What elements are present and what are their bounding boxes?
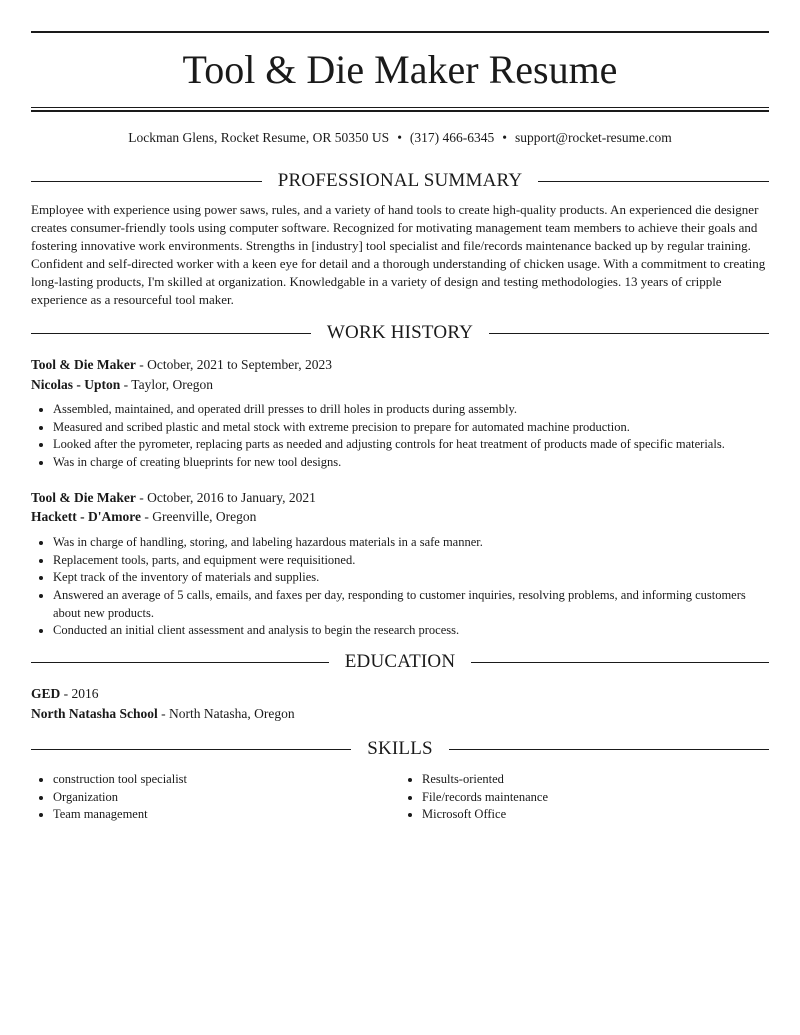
skills-column-left — [31, 771, 400, 824]
skill-item: • File/records maintenance — [422, 789, 769, 807]
divider — [31, 662, 329, 663]
contact-phone: (317) 466-6345 — [409, 130, 495, 145]
education-year: - 2016 — [60, 686, 99, 702]
list-item: • Was in charge of handling, storing, and labeling hazardous materials in a safe manner. — [53, 534, 769, 552]
job-company: Nicolas - Upton — [31, 376, 121, 392]
divider — [31, 749, 351, 750]
job-title: Tool & Die Maker — [31, 489, 136, 505]
divider — [449, 749, 769, 750]
section-title: SKILLS — [367, 738, 433, 760]
divider — [489, 333, 769, 334]
top-rule — [31, 31, 769, 33]
section-title: EDUCATION — [344, 651, 456, 673]
list-item: • Replacement tools, parts, and equipment were requisitioned. — [53, 552, 769, 570]
skill-item: • Microsoft Office — [422, 806, 769, 824]
separator: • — [397, 130, 402, 145]
school-name: North Natasha School — [31, 705, 158, 721]
education-entry — [31, 684, 769, 723]
skills-list — [31, 771, 769, 824]
contact-address: Lockman Glens, Rocket Resume, OR 50350 US — [128, 130, 390, 145]
title-double-rule — [31, 107, 769, 112]
job-company: Hackett - D'Amore — [31, 509, 141, 525]
list-item: • Was in charge of creating blueprints for new tool designs. — [53, 454, 769, 472]
job-entry — [31, 355, 769, 472]
school-location: - North Natasha, Oregon — [157, 705, 295, 721]
separator: • — [502, 130, 508, 145]
list-item: • Looked after the pyrometer, replacing parts as needed and adjusting controls for heat treatment of products made of specific materials. — [53, 436, 769, 454]
list-item: • Measured and scribed plastic and metal stock with extreme precision to prepare for automated machine production. — [53, 419, 769, 437]
divider — [538, 181, 769, 182]
list-item: • Kept track of the inventory of materials and supplies. — [53, 569, 769, 587]
resume-title: Tool & Die Maker Resume — [182, 47, 618, 92]
job-bullets — [31, 401, 769, 472]
list-item: • Answered an average of 5 calls, emails, and faxes per day, responding to customer inquiries, resolving problems, and informing customers about new products. — [53, 587, 769, 622]
degree: GED — [31, 686, 61, 702]
job-bullets — [31, 534, 769, 640]
list-item: • Assembled, maintained, and operated drill presses to drill holes in products during assembly. — [53, 401, 769, 419]
job-location: - Greenville, Oregon — [140, 509, 257, 525]
list-item: • Conducted an initial client assessment and analysis to begin the research process. — [53, 622, 769, 640]
contact-line — [31, 129, 769, 147]
job-entry — [31, 488, 769, 640]
divider — [471, 662, 769, 663]
job-dates: - October, 2016 to January, 2021 — [135, 489, 316, 505]
divider — [31, 181, 262, 182]
skill-item: • Organization — [53, 789, 400, 807]
job-dates: - October, 2021 to September, 2023 — [135, 357, 333, 372]
section-header-education — [31, 650, 769, 674]
skill-item: • construction tool specialist — [53, 771, 400, 789]
section-title: PROFESSIONAL SUMMARY — [277, 170, 523, 191]
job-location: - Taylor, Oregon — [120, 376, 214, 392]
divider — [31, 333, 311, 334]
section-header-work — [31, 321, 769, 345]
section-header-summary — [31, 169, 769, 193]
skill-item: • Results-oriented — [422, 771, 769, 789]
summary-text: Employee with experience using power saws, rules, and a variety of hand tools to create high-quality products. An experienced die designer creates consumer-friendly tools using computer software. Recognized for motivating management team members to achieve their goals and fostering innovative work environments. Strengths in [industry] tool specialist and file/records maintenance backed up by regular training. Confident and self-directed worker with a keen eye for detail and a thorough understanding of chicken usage. With a commitment to creating long-lasting products, I'm skilled at organization. Knowledgable in a variety of design and testing methodologies. 13 years of cripple experience as a resourceful tool maker. — [31, 202, 766, 307]
job-title: Tool & Die Maker — [31, 357, 136, 372]
section-title: WORK HISTORY — [326, 322, 474, 343]
resume-page — [31, 31, 769, 824]
section-header-skills — [31, 737, 769, 761]
contact-email: support@rocket-resume.com — [515, 130, 672, 145]
skills-column-right — [400, 771, 769, 824]
skill-item: • Team management — [53, 806, 400, 824]
